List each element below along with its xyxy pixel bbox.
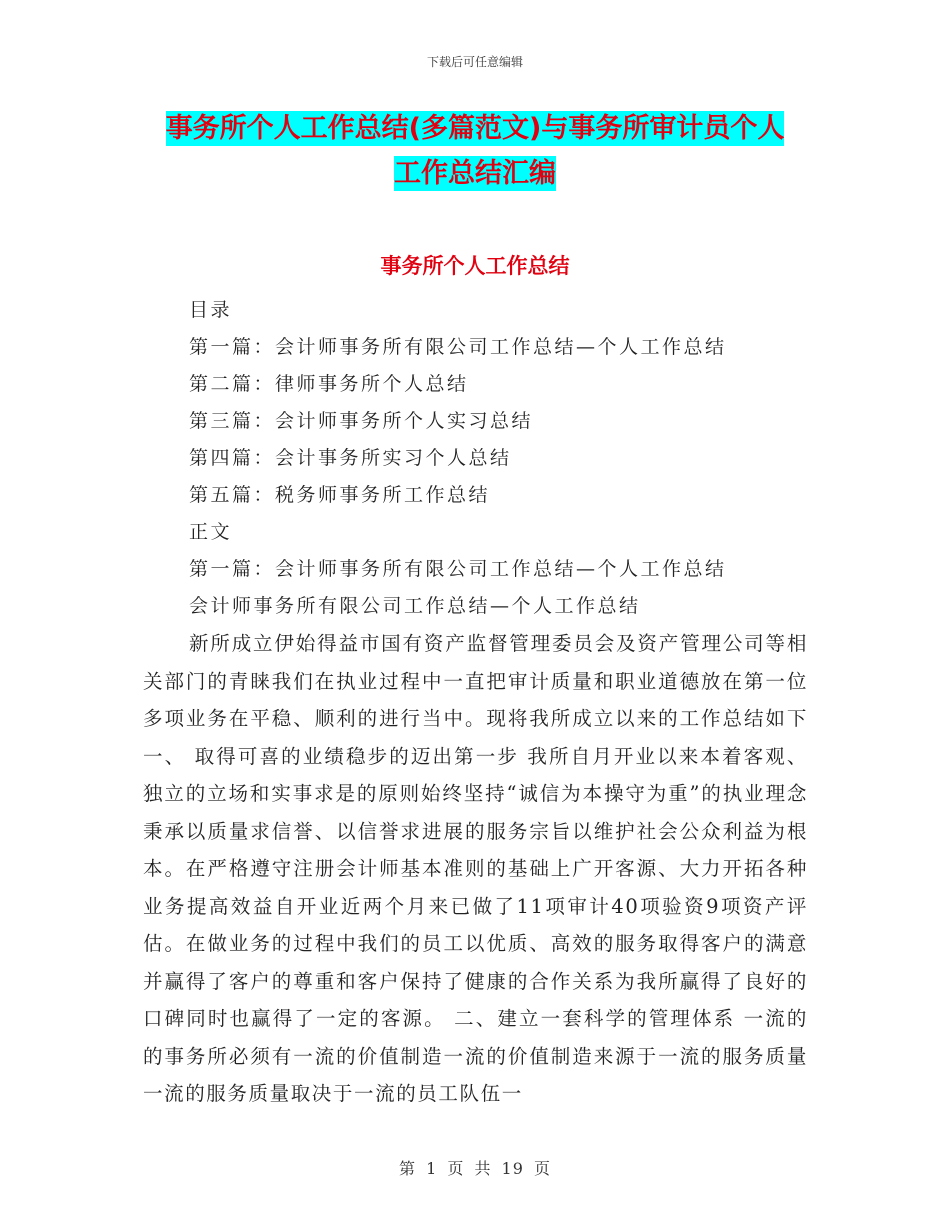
- chapter-1-subheading: 会计师事务所有限公司工作总结—个人工作总结: [189, 595, 641, 617]
- header-note: 下载后可任意编辑: [426, 55, 523, 69]
- body-heading: 正文: [189, 521, 233, 543]
- document-title-line-2: [0, 157, 950, 191]
- toc-heading: 目录: [189, 299, 233, 321]
- chapter-1-heading: 第一篇：会计师事务所有限公司工作总结—个人工作总结: [189, 558, 727, 580]
- body-paragraph: 新所成立伊始得益市国有资产监督管理委员会及资产管理公司等相关部门的青睐我们在执业过程中一直把审计质量和职业道德放在第一位多项业务在平稳、顺利的进行当中。现将我所成立以来的工作总结如下一、 取得可喜的业绩稳步的迈出第一步 我所自月开业以来本着客观、独立的立场和实事求是的原则始终坚持“诚信为本操守为重”的执业理念秉承以质量求信誉、以信誉求进展的服务宗旨以维护社会公众利益为根本。在严格遵守注册会计师基本准则的基础上广开客源、大力开拓各种业务提高效益自开业近两个月来已做了11项审计40项验资9项资产评估。在做业务的过程中我们的员工以优质、高效的服务取得客户的满意并赢得了客户的尊重和客户保持了健康的合作关系为我所赢得了良好的口碑同时也赢得了一定的客源。 二、建立一套科学的管理体系 一流的的事务所必须有一流的价值制造一流的价值制造来源于一流的服务质量一流的服务质量取决于一流的员工队伍一: [143, 632, 808, 1105]
- title-line-1-text: 事务所个人工作总结(多篇范文)与事务所审计员个人: [165, 113, 785, 144]
- document-title-line-1: [0, 112, 950, 146]
- section-title: 事务所个人工作总结: [380, 254, 570, 278]
- table-of-contents: [189, 292, 829, 625]
- title-line-2-text: 工作总结汇编: [394, 158, 556, 189]
- toc-item-4: 第四篇：会计事务所实习个人总结: [189, 447, 512, 469]
- toc-item-5: 第五篇：税务师事务所工作总结: [189, 484, 491, 506]
- toc-item-2: 第二篇：律师事务所个人总结: [189, 373, 469, 395]
- toc-item-3: 第三篇：会计师事务所个人实习总结: [189, 410, 534, 432]
- toc-item-1: 第一篇：会计师事务所有限公司工作总结—个人工作总结: [189, 336, 727, 358]
- page-number: 第 1 页 共 19 页: [399, 1159, 551, 1178]
